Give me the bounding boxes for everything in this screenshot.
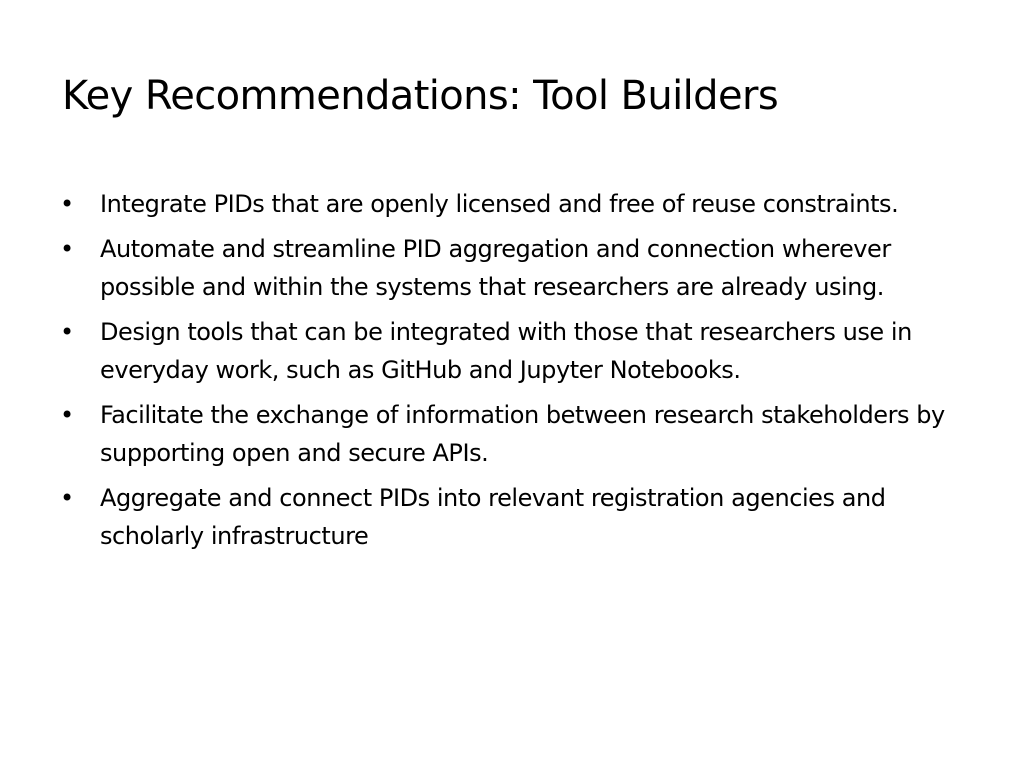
bullet-icon: •: [60, 401, 74, 429]
bullet-text: Integrate PIDs that are openly licensed and free of reuse constraints.: [100, 190, 899, 218]
bullet-icon: •: [60, 318, 74, 346]
bullet-text: Facilitate the exchange of information between research stakeholders by supporting open and secure APIs.: [100, 401, 945, 467]
bullet-item: [60, 313, 980, 389]
bullet-icon: •: [60, 190, 74, 218]
bullet-list: [60, 185, 980, 562]
bullet-item: [60, 230, 980, 306]
slide-title: Key Recommendations: Tool Builders: [62, 73, 779, 119]
bullet-text: Aggregate and connect PIDs into relevant registration agencies and scholarly infrastructure: [100, 484, 886, 550]
bullet-icon: •: [60, 235, 74, 263]
bullet-text: Automate and streamline PID aggregation and connection wherever possible and within the systems that researchers are already using.: [100, 235, 891, 301]
bullet-item: [60, 479, 980, 555]
bullet-icon: •: [60, 484, 74, 512]
bullet-item: [60, 396, 980, 472]
bullet-item: [60, 185, 980, 223]
bullet-text: Design tools that can be integrated with those that researchers use in everyday work, such as GitHub and Jupyter Notebooks.: [100, 318, 912, 384]
